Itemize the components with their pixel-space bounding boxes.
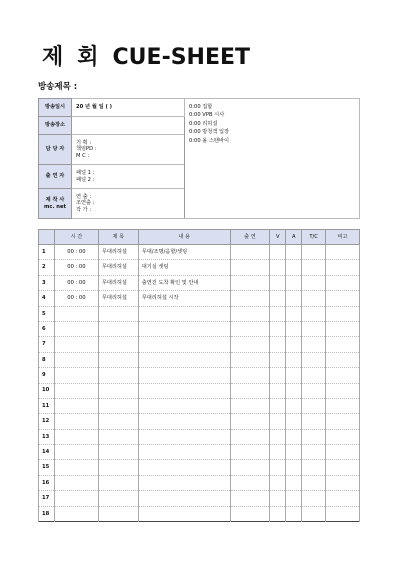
- note-line: 0:00 집합: [189, 104, 213, 110]
- cell-title[interactable]: [98, 321, 138, 336]
- cell-a[interactable]: [286, 306, 302, 321]
- title-part-episode: 제: [42, 45, 64, 70]
- cell-remarks[interactable]: [326, 506, 360, 521]
- table-row[interactable]: [39, 306, 360, 321]
- table-row[interactable]: [39, 383, 360, 398]
- cell-remarks[interactable]: [326, 321, 360, 336]
- cell-remarks[interactable]: [326, 398, 360, 413]
- cell-remarks[interactable]: [326, 429, 360, 444]
- cell-a[interactable]: [286, 398, 302, 413]
- cell-a[interactable]: [286, 460, 302, 475]
- cell-v[interactable]: [270, 321, 286, 336]
- cell-number: 7: [39, 337, 55, 352]
- producer-label-sub: mc. net: [44, 203, 66, 210]
- cell-title[interactable]: 무대리허설: [98, 260, 138, 275]
- table-row[interactable]: [39, 506, 360, 521]
- cell-title[interactable]: [98, 429, 138, 444]
- cell-time[interactable]: [54, 368, 98, 383]
- table-row[interactable]: [39, 245, 360, 260]
- cell-time[interactable]: [54, 460, 98, 475]
- cell-v[interactable]: [270, 260, 286, 275]
- cell-remarks[interactable]: [326, 491, 360, 506]
- cell-a[interactable]: [286, 383, 302, 398]
- note-line: 0:00 리허설: [189, 120, 218, 127]
- cell-cast[interactable]: [230, 352, 270, 367]
- cell-tc[interactable]: [302, 245, 326, 260]
- cell-title[interactable]: 무대리허설: [98, 291, 138, 306]
- cell-title[interactable]: [98, 383, 138, 398]
- cell-time[interactable]: [54, 398, 98, 413]
- title-part-cuesheet: CUE-SHEET: [112, 45, 251, 70]
- cast-values[interactable]: [72, 165, 185, 189]
- staff-line-pd: 책임PD :: [76, 146, 97, 153]
- cell-content[interactable]: [138, 491, 230, 506]
- cell-a[interactable]: [286, 491, 302, 506]
- cell-content[interactable]: [138, 506, 230, 521]
- cell-title[interactable]: [98, 475, 138, 490]
- cell-content[interactable]: [138, 368, 230, 383]
- staff-values[interactable]: [72, 135, 185, 165]
- producer-line-writer: 작 가 :: [76, 206, 92, 213]
- cell-time[interactable]: [54, 429, 98, 444]
- cue-table: [38, 229, 360, 522]
- cell-time[interactable]: [54, 337, 98, 352]
- cell-number: 4: [39, 291, 55, 306]
- cell-number: 6: [39, 321, 55, 336]
- cell-cast[interactable]: [230, 291, 270, 306]
- cell-a[interactable]: [286, 291, 302, 306]
- cell-v[interactable]: [270, 337, 286, 352]
- cell-number: 15: [39, 460, 55, 475]
- table-row[interactable]: [39, 414, 360, 429]
- table-row[interactable]: [39, 460, 360, 475]
- cell-a[interactable]: [286, 337, 302, 352]
- col-time: 시 간: [54, 230, 98, 245]
- cast-line-panel1: 패널 1 :: [76, 170, 95, 176]
- cell-time[interactable]: [54, 475, 98, 490]
- cell-content[interactable]: [138, 460, 230, 475]
- cell-number: 12: [39, 414, 55, 429]
- table-row[interactable]: [39, 398, 360, 413]
- date-value[interactable]: 20 년 월 일 ( ): [72, 99, 185, 117]
- place-label: 방송장소: [39, 117, 72, 135]
- cell-cast[interactable]: [230, 460, 270, 475]
- cell-cast[interactable]: [230, 306, 270, 321]
- cell-cast[interactable]: [230, 275, 270, 290]
- cell-title[interactable]: [98, 460, 138, 475]
- cast-label: 출 연 자: [39, 165, 72, 189]
- cell-v[interactable]: [270, 306, 286, 321]
- table-row[interactable]: [39, 352, 360, 367]
- cell-title[interactable]: [98, 337, 138, 352]
- cell-tc[interactable]: [302, 429, 326, 444]
- cell-v[interactable]: [270, 352, 286, 367]
- cell-remarks[interactable]: [326, 245, 360, 260]
- cell-number: 9: [39, 368, 55, 383]
- page-title: [42, 40, 250, 71]
- cell-time[interactable]: [54, 352, 98, 367]
- cell-time[interactable]: 00 : 00: [54, 291, 98, 306]
- cell-v[interactable]: [270, 275, 286, 290]
- cell-tc[interactable]: [302, 321, 326, 336]
- cell-tc[interactable]: [302, 368, 326, 383]
- cell-tc[interactable]: [302, 337, 326, 352]
- cell-content[interactable]: [138, 429, 230, 444]
- cell-content[interactable]: 출연진 도착 확인 및 안내: [138, 275, 230, 290]
- cell-title[interactable]: [98, 368, 138, 383]
- cell-a[interactable]: [286, 368, 302, 383]
- cell-time[interactable]: 00 : 00: [54, 260, 98, 275]
- table-row[interactable]: [39, 429, 360, 444]
- cell-number: 16: [39, 475, 55, 490]
- cell-content[interactable]: 무대리허설 시작: [138, 291, 230, 306]
- cell-a[interactable]: [286, 429, 302, 444]
- cell-tc[interactable]: [302, 460, 326, 475]
- cell-title[interactable]: [98, 352, 138, 367]
- cell-time[interactable]: [54, 414, 98, 429]
- col-title: 제 목: [98, 230, 138, 245]
- cell-cast[interactable]: [230, 491, 270, 506]
- cell-tc[interactable]: [302, 506, 326, 521]
- cell-tc[interactable]: [302, 260, 326, 275]
- cell-a[interactable]: [286, 445, 302, 460]
- staff-label: 담 당 자: [39, 135, 72, 165]
- cell-v[interactable]: [270, 368, 286, 383]
- cell-number: 5: [39, 306, 55, 321]
- cell-a[interactable]: [286, 506, 302, 521]
- cell-number: 1: [39, 245, 55, 260]
- staff-line-mc: M C :: [76, 152, 90, 159]
- cell-content[interactable]: [138, 321, 230, 336]
- note-line: 0:00 VPB 시사: [189, 112, 225, 119]
- cast-line-panel2: 패널 2 :: [76, 176, 95, 183]
- cue-header-row: [39, 230, 360, 245]
- table-row[interactable]: [39, 337, 360, 352]
- cell-remarks[interactable]: [326, 352, 360, 367]
- broadcast-title-label: 방송제목 :: [38, 82, 78, 92]
- cue-body: [39, 245, 360, 522]
- cell-content[interactable]: [138, 352, 230, 367]
- cell-title[interactable]: [98, 445, 138, 460]
- cell-time[interactable]: 00 : 00: [54, 245, 98, 260]
- cell-cast[interactable]: [230, 260, 270, 275]
- cell-remarks[interactable]: [326, 275, 360, 290]
- cell-title[interactable]: [98, 506, 138, 521]
- cell-title[interactable]: 무대리허설: [98, 275, 138, 290]
- note-line: 0:00 방청객 입장: [189, 129, 230, 136]
- cell-tc[interactable]: [302, 275, 326, 290]
- table-row[interactable]: [39, 491, 360, 506]
- cell-tc[interactable]: [302, 398, 326, 413]
- cell-remarks[interactable]: [326, 291, 360, 306]
- cell-number: 14: [39, 445, 55, 460]
- cell-tc[interactable]: [302, 414, 326, 429]
- cell-number: 2: [39, 260, 55, 275]
- cell-a[interactable]: [286, 414, 302, 429]
- cell-a[interactable]: [286, 260, 302, 275]
- cell-cast[interactable]: [230, 414, 270, 429]
- producer-label: [39, 189, 72, 219]
- cell-content[interactable]: 무대/조명/음향/셋팅: [138, 245, 230, 260]
- producer-label-main: 제 작 사: [45, 197, 65, 203]
- cell-title[interactable]: 무대리허설: [98, 245, 138, 260]
- cell-content[interactable]: [138, 445, 230, 460]
- cell-time[interactable]: [54, 321, 98, 336]
- cell-tc[interactable]: [302, 445, 326, 460]
- place-value[interactable]: [72, 117, 185, 135]
- cell-v[interactable]: [270, 429, 286, 444]
- cell-title[interactable]: [98, 398, 138, 413]
- cell-remarks[interactable]: [326, 414, 360, 429]
- col-a: A: [286, 230, 302, 245]
- cell-remarks[interactable]: [326, 337, 360, 352]
- cell-v[interactable]: [270, 506, 286, 521]
- cell-content[interactable]: [138, 414, 230, 429]
- cell-title[interactable]: [98, 306, 138, 321]
- cell-cast[interactable]: [230, 475, 270, 490]
- cell-tc[interactable]: [302, 352, 326, 367]
- cell-time[interactable]: 00 : 00: [54, 275, 98, 290]
- cell-cast[interactable]: [230, 445, 270, 460]
- cell-title[interactable]: [98, 414, 138, 429]
- cell-v[interactable]: [270, 398, 286, 413]
- cell-number: 18: [39, 506, 55, 521]
- cell-cast[interactable]: [230, 506, 270, 521]
- cell-cast[interactable]: [230, 383, 270, 398]
- cell-cast[interactable]: [230, 368, 270, 383]
- cell-cast[interactable]: [230, 398, 270, 413]
- cell-a[interactable]: [286, 352, 302, 367]
- cell-cast[interactable]: [230, 245, 270, 260]
- cell-cast[interactable]: [230, 337, 270, 352]
- cell-content[interactable]: [138, 398, 230, 413]
- cell-v[interactable]: [270, 245, 286, 260]
- cell-number: 10: [39, 383, 55, 398]
- cell-v[interactable]: [270, 445, 286, 460]
- cell-number: 17: [39, 491, 55, 506]
- cell-time[interactable]: [54, 306, 98, 321]
- col-content: 내 용: [138, 230, 230, 245]
- cell-time[interactable]: [54, 491, 98, 506]
- cell-remarks[interactable]: [326, 383, 360, 398]
- producer-line-director: 연 출 :: [76, 193, 92, 200]
- producer-line-assistant: 조연출 :: [76, 200, 95, 207]
- cell-v[interactable]: [270, 475, 286, 490]
- cell-cast[interactable]: [230, 429, 270, 444]
- schedule-notes[interactable]: [185, 99, 360, 219]
- cell-a[interactable]: [286, 321, 302, 336]
- cell-number: 13: [39, 429, 55, 444]
- staff-line-planning: 기 획 :: [76, 139, 92, 146]
- cell-a[interactable]: [286, 475, 302, 490]
- producer-values[interactable]: [72, 189, 185, 219]
- cell-time[interactable]: [54, 445, 98, 460]
- cell-content[interactable]: [138, 475, 230, 490]
- cell-remarks[interactable]: [326, 460, 360, 475]
- cell-v[interactable]: [270, 491, 286, 506]
- cell-remarks[interactable]: [326, 260, 360, 275]
- title-part-round: 회: [77, 45, 99, 70]
- cell-remarks[interactable]: [326, 475, 360, 490]
- info-table: [38, 98, 360, 219]
- cell-remarks[interactable]: [326, 306, 360, 321]
- col-number: [39, 230, 55, 245]
- table-row[interactable]: [39, 321, 360, 336]
- cell-v[interactable]: [270, 291, 286, 306]
- cell-v[interactable]: [270, 460, 286, 475]
- cell-a[interactable]: [286, 275, 302, 290]
- cell-number: 3: [39, 275, 55, 290]
- cell-cast[interactable]: [230, 321, 270, 336]
- table-row[interactable]: [39, 291, 360, 306]
- table-row[interactable]: [39, 445, 360, 460]
- cell-remarks[interactable]: [326, 368, 360, 383]
- table-row[interactable]: [39, 275, 360, 290]
- cell-tc[interactable]: [302, 383, 326, 398]
- note-line: 0:00 올 스탠바이: [189, 137, 230, 144]
- cell-content[interactable]: [138, 306, 230, 321]
- cell-time[interactable]: [54, 383, 98, 398]
- cell-v[interactable]: [270, 383, 286, 398]
- date-label: 방송일시: [39, 99, 72, 117]
- cell-tc[interactable]: [302, 475, 326, 490]
- cell-tc[interactable]: [302, 491, 326, 506]
- col-v: V: [270, 230, 286, 245]
- table-row[interactable]: [39, 368, 360, 383]
- col-tc: T/C: [302, 230, 326, 245]
- cell-remarks[interactable]: [326, 445, 360, 460]
- cell-tc[interactable]: [302, 291, 326, 306]
- cell-number: 11: [39, 398, 55, 413]
- col-cast: 출 연: [230, 230, 270, 245]
- table-row[interactable]: [39, 260, 360, 275]
- cell-number: 8: [39, 352, 55, 367]
- cell-content[interactable]: 대기실 셋팅: [138, 260, 230, 275]
- cell-tc[interactable]: [302, 306, 326, 321]
- cell-title[interactable]: [98, 491, 138, 506]
- cell-v[interactable]: [270, 414, 286, 429]
- cell-a[interactable]: [286, 245, 302, 260]
- cell-content[interactable]: [138, 337, 230, 352]
- table-row[interactable]: [39, 475, 360, 490]
- col-remarks: 비고: [326, 230, 360, 245]
- cell-time[interactable]: [54, 506, 98, 521]
- cell-content[interactable]: [138, 383, 230, 398]
